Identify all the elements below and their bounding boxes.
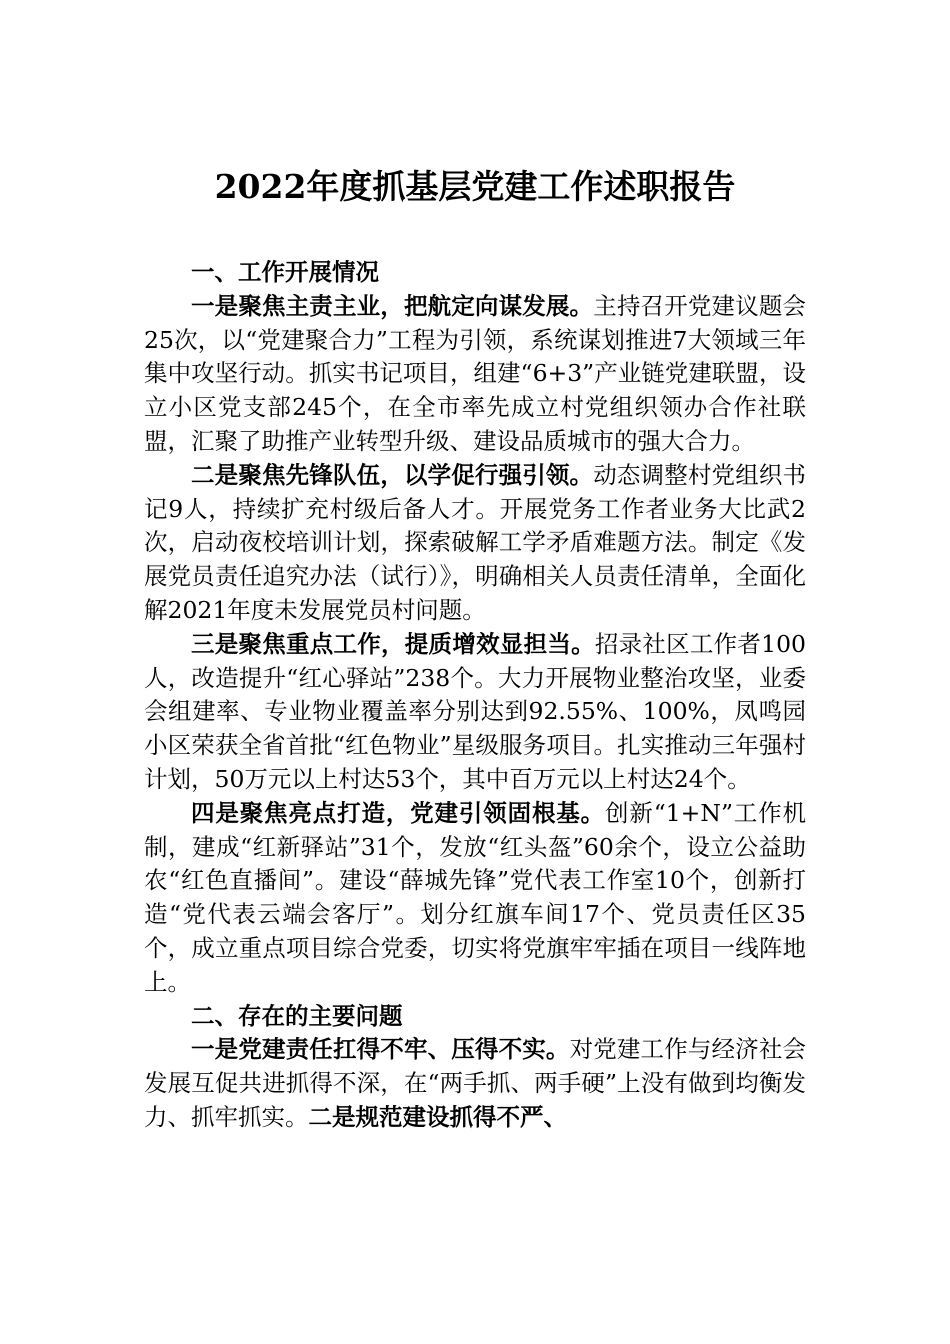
paragraph-text: 动态调整村党组织书记9人，持续扩充村级后备人才。开展党务工作者业务大比武2次，启动夜校培训计划，探索破解工学矛盾难题方法。制定《发展党员责任追究办法（试行）》，明确相关人员责任清单，全面化解2021年度未发展党员村问题。 <box>144 460 807 624</box>
document-body <box>144 256 806 1135</box>
paragraph-text: 招录社区工作者100人，改造提升“红心驿站”238个。大力开展物业整治攻坚，业委会组建率、专业物业覆盖率分别达到92.55%、100%，凤鸣园小区荣获全省首批“红色物业”星级服务项目。扎实推动三年强村计划，50万元以上村达53个，其中百万元以上村达24个。 <box>144 629 807 793</box>
paragraph-lead: 二是规范建设抓得不严、 <box>308 1102 567 1131</box>
paragraph-lead: 二是聚焦先锋队伍，以学促行强引领。 <box>191 460 594 489</box>
section-heading: 二、存在的主要问题 <box>191 1001 403 1030</box>
paragraph-text: 主持召开党建议题会25次，以“党建聚合力”工程为引领，系统谋划推进7大领域三年集中攻坚行动。抓实书记项目，组建“6+3”产业链党建联盟，设立小区党支部245个，在全市率先成立村党组织领办合作社联盟，汇聚了助推产业转型升级、建设品质城市的强大合力。 <box>144 291 807 455</box>
paragraph-text: 对党建工作与经济社会发展互促共进抓得不深，在“两手抓、两手硬”上没有做到均衡发力、抓牢抓实。 <box>144 1035 807 1131</box>
paragraph <box>144 290 806 459</box>
document-title: 2022年度抓基层党建工作述职报告 <box>214 167 736 206</box>
paragraph <box>144 459 806 628</box>
paragraph <box>144 797 806 1000</box>
paragraph <box>144 628 806 797</box>
paragraph-lead: 一是党建责任扛得不牢、压得不实。 <box>191 1035 570 1064</box>
section-heading: 一、工作开展情况 <box>191 258 379 286</box>
paragraph <box>144 1033 806 1134</box>
paragraph-lead: 一是聚焦主责主业，把航定向谋发展。 <box>191 291 594 320</box>
paragraph-lead: 四是聚焦亮点打造，党建引领固根基。 <box>191 798 606 827</box>
paragraph-lead: 三是聚焦重点工作，提质增效显担当。 <box>191 629 595 658</box>
paragraph-text: 创新“1+N”工作机制，建成“红新驿站”31个，发放“红头盔”60余个，设立公益助农“红色直播间”。建设“薛城先锋”党代表工作室10个，创新打造“党代表云端会客厅”。划分红旗车间17个、党员责任区35个，成立重点项目综合党委，切实将党旗牢牢插在项目一线阵地上。 <box>144 798 807 996</box>
